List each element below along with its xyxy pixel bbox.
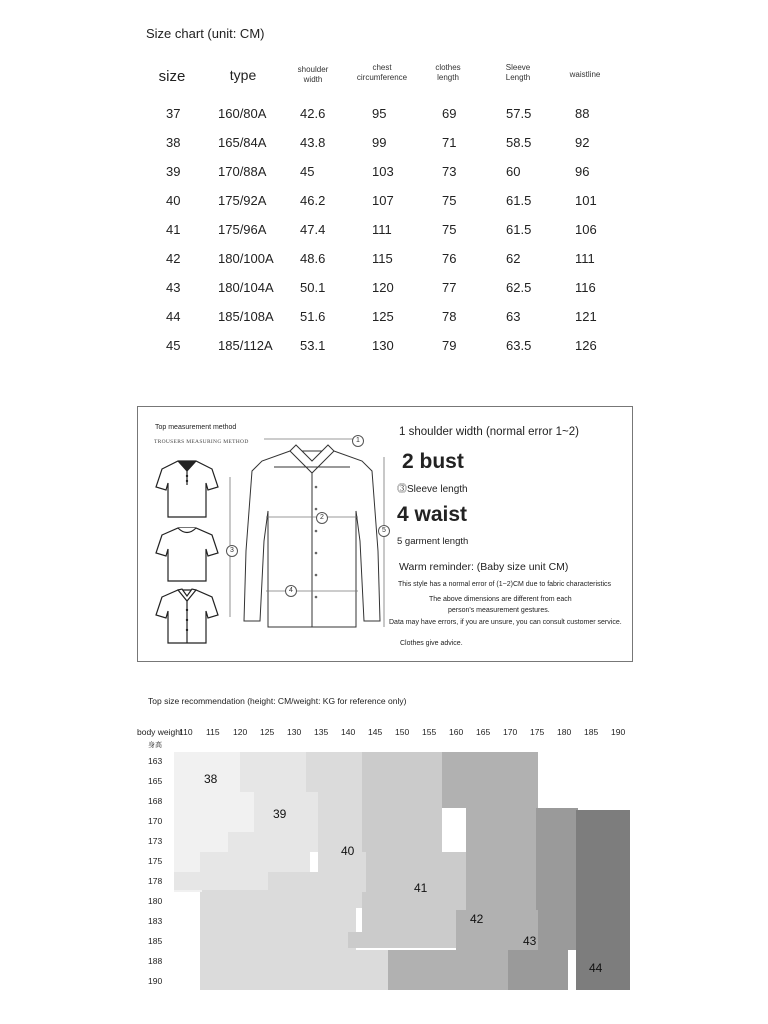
cell-chest: 130 (372, 338, 394, 353)
zone-42-region (442, 752, 538, 808)
cell-shoulder: 47.4 (300, 222, 326, 237)
cell-type: 180/104A (218, 280, 274, 295)
header-chest-circumference: chest circumference (356, 63, 408, 82)
zone-label-38: 38 (204, 772, 218, 786)
cell-waist: 106 (575, 222, 597, 237)
sleeve-length-item: ⓷Sleeve length (397, 484, 468, 495)
cell-size: 44 (166, 309, 181, 324)
zone-41-region (348, 932, 468, 948)
weight-tick: 165 (476, 727, 491, 737)
cell-shoulder: 48.6 (300, 251, 326, 266)
cell-sleeve: 62 (506, 251, 521, 266)
cell-size: 43 (166, 280, 181, 295)
cell-waist: 92 (575, 135, 590, 150)
cell-size: 41 (166, 222, 181, 237)
zone-43-region (536, 808, 578, 910)
zone-43-region (538, 910, 578, 950)
zone-42-region (388, 950, 508, 990)
waist-item: 4 waist (397, 503, 468, 526)
weight-tick: 140 (341, 727, 356, 737)
weight-tick: 135 (314, 727, 329, 737)
weight-tick: 125 (260, 727, 275, 737)
cell-clothes: 75 (442, 222, 457, 237)
weight-tick: 185 (584, 727, 599, 737)
cell-size: 40 (166, 193, 181, 208)
height-tick: 175 (148, 856, 163, 866)
cell-size: 39 (166, 164, 181, 179)
weight-tick: 150 (395, 727, 410, 737)
cell-clothes: 77 (442, 280, 457, 295)
zone-39-region (174, 872, 268, 890)
height-tick: 188 (148, 956, 163, 966)
small-shirt-icons (152, 455, 222, 645)
weight-tick: 120 (233, 727, 248, 737)
cell-chest: 120 (372, 280, 394, 295)
weight-tick: 160 (449, 727, 464, 737)
cell-waist: 96 (575, 164, 590, 179)
zone-label-39: 39 (273, 807, 287, 821)
body-weight-label: body weight (137, 727, 183, 737)
cell-shoulder: 51.6 (300, 309, 326, 324)
weight-tick: 180 (557, 727, 572, 737)
weight-tick: 175 (530, 727, 545, 737)
zone-40-region (268, 872, 366, 892)
zone-40-region (254, 892, 366, 908)
height-tick: 163 (148, 756, 163, 766)
cell-shoulder: 42.6 (300, 106, 326, 121)
height-tick: 178 (148, 876, 163, 886)
weight-tick: 115 (206, 727, 220, 737)
size-chart-title: Size chart (unit: CM) (146, 26, 265, 41)
cell-chest: 95 (372, 106, 387, 121)
weight-tick: 155 (422, 727, 437, 737)
header-sleeve-length: Sleeve Length (505, 63, 531, 82)
height-tick: 170 (148, 816, 163, 826)
cell-size: 45 (166, 338, 181, 353)
warm-reminder: Warm reminder: (Baby size unit CM) (399, 561, 569, 573)
cell-sleeve: 63.5 (506, 338, 532, 353)
header-clothes-length: clothes length (435, 63, 461, 82)
cell-type: 175/96A (218, 222, 267, 237)
header-type: type (229, 67, 257, 83)
marker-3: 3 (226, 545, 238, 557)
cell-waist: 116 (575, 280, 596, 295)
cell-clothes: 78 (442, 309, 457, 324)
marker-4: 4 (285, 585, 297, 597)
marker-2: 2 (316, 512, 328, 524)
cell-type: 185/108A (218, 309, 274, 324)
height-label: 身高 (148, 742, 162, 749)
cell-size: 42 (166, 251, 181, 266)
weight-tick: 145 (368, 727, 383, 737)
zone-40-region (318, 792, 366, 872)
cell-type: 160/80A (218, 106, 267, 121)
trousers-method-label: TROUSERS MEASURING METHOD (154, 439, 249, 445)
marker-5: 5 (378, 525, 390, 537)
cell-clothes: 69 (442, 106, 457, 121)
weight-tick: 130 (287, 727, 302, 737)
cell-sleeve: 61.5 (506, 193, 532, 208)
height-tick: 183 (148, 916, 163, 926)
shirt-diagram (224, 431, 394, 631)
cell-shoulder: 46.2 (300, 193, 326, 208)
weight-tick: 110 (179, 727, 193, 737)
cell-size: 37 (166, 106, 181, 121)
height-tick: 173 (148, 836, 163, 846)
zone-39-region (200, 852, 310, 872)
zone-label-42: 42 (470, 912, 484, 926)
header-size: size (158, 68, 186, 85)
cell-sleeve: 57.5 (506, 106, 532, 121)
cell-waist: 111 (575, 251, 595, 266)
cell-clothes: 71 (442, 135, 457, 150)
cell-chest: 111 (372, 222, 392, 237)
cell-sleeve: 58.5 (506, 135, 532, 150)
zone-40-region (306, 752, 366, 792)
cell-waist: 126 (575, 338, 597, 353)
zone-44-region (576, 810, 630, 990)
cell-shoulder: 53.1 (300, 338, 326, 353)
cell-sleeve: 62.5 (506, 280, 532, 295)
cell-type: 170/88A (218, 164, 267, 179)
cell-chest: 99 (372, 135, 387, 150)
cell-type: 165/84A (218, 135, 267, 150)
zone-region (356, 950, 388, 990)
cell-waist: 101 (575, 193, 597, 208)
cell-clothes: 76 (442, 251, 457, 266)
zone-label-41: 41 (414, 881, 428, 895)
garment-length-item: 5 garment length (397, 536, 469, 547)
zone-41-region (362, 892, 466, 932)
zone-39-region (228, 832, 318, 852)
height-tick: 165 (148, 776, 163, 786)
cell-waist: 121 (575, 309, 597, 324)
cell-sleeve: 60 (506, 164, 521, 179)
measurement-panel (137, 406, 633, 662)
top-measurement-label: Top measurement method (155, 424, 237, 431)
cell-shoulder: 45 (300, 164, 315, 179)
header-shoulder-width: shoulder width (297, 65, 329, 84)
height-tick: 190 (148, 976, 163, 986)
cell-waist: 88 (575, 106, 590, 121)
cell-chest: 115 (372, 251, 393, 266)
error-note: This style has a normal error of (1~2)CM due to fabric characteristics (398, 581, 611, 588)
cell-sleeve: 61.5 (506, 222, 532, 237)
cell-shoulder: 43.8 (300, 135, 326, 150)
bust-item: 2 bust (402, 450, 464, 473)
zone-41-region (362, 752, 442, 852)
advice-note: Clothes give advice. (400, 640, 463, 647)
weight-tick: 190 (611, 727, 626, 737)
data-error-note: Data may have errors, if you are unsure, you can consult customer service. (389, 619, 622, 626)
shoulder-width-item: 1 shoulder width (normal error 1~2) (399, 426, 579, 438)
zone-label-43: 43 (523, 934, 537, 948)
cell-shoulder: 50.1 (300, 280, 326, 295)
cell-size: 38 (166, 135, 181, 150)
zone-label-44: 44 (589, 961, 603, 975)
cell-chest: 103 (372, 164, 394, 179)
cell-clothes: 79 (442, 338, 457, 353)
cell-clothes: 75 (442, 193, 457, 208)
cell-type: 180/100A (218, 251, 274, 266)
height-tick: 185 (148, 936, 163, 946)
cell-clothes: 73 (442, 164, 457, 179)
height-tick: 180 (148, 896, 163, 906)
marker-1: 1 (352, 435, 364, 447)
cell-type: 185/112A (218, 338, 273, 353)
header-waistline: waistline (569, 70, 601, 79)
cell-type: 175/92A (218, 193, 267, 208)
cell-sleeve: 63 (506, 309, 521, 324)
gesture-note: person's measurement gestures. (448, 607, 550, 614)
dimensions-note: The above dimensions are different from each (429, 596, 572, 603)
cell-chest: 107 (372, 193, 394, 208)
weight-tick: 170 (503, 727, 518, 737)
cell-chest: 125 (372, 309, 394, 324)
zone-label-40: 40 (341, 844, 355, 858)
height-tick: 168 (148, 796, 163, 806)
zone-43-region (508, 950, 568, 990)
recommendation-title: Top size recommendation (height: CM/weight: KG for reference only) (148, 696, 407, 706)
zone-42-region (466, 808, 538, 910)
